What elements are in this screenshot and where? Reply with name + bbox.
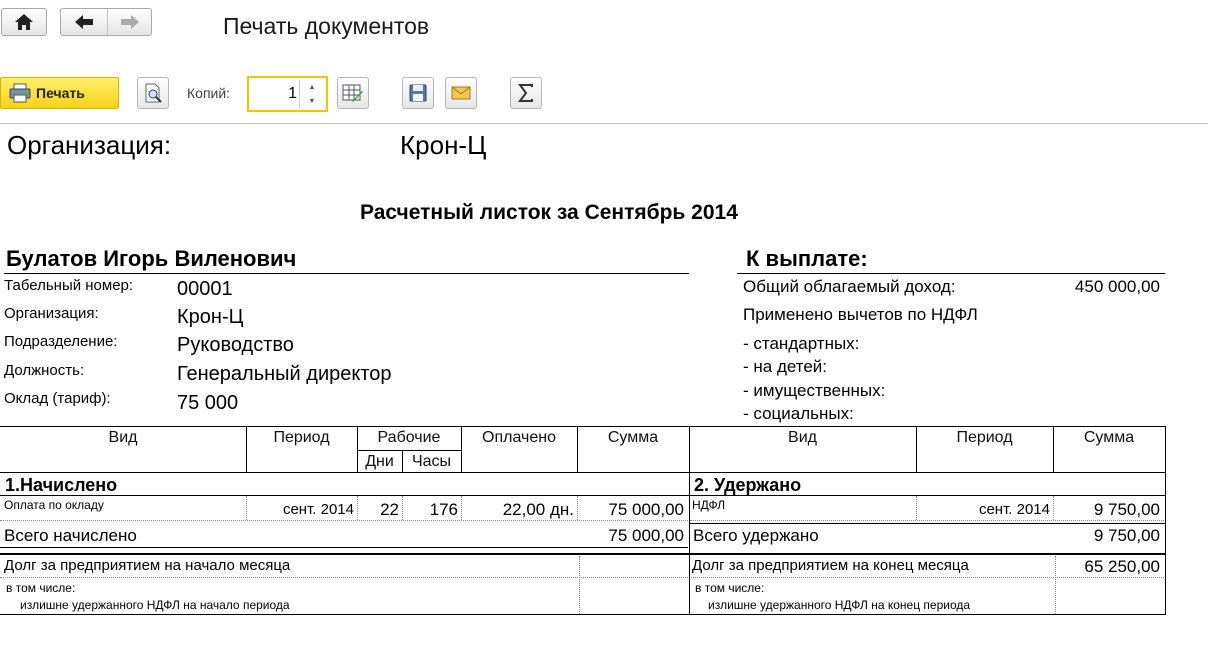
total-accrued-value: 75 000,00 — [608, 526, 684, 545]
spin-down-icon[interactable]: ▼ — [308, 97, 316, 105]
total-accrued-label: Всего начислено — [4, 526, 137, 545]
arrow-right-icon — [120, 14, 140, 30]
print-button-label: Печать — [36, 85, 85, 101]
col-header-sum-right: Сумма — [1083, 429, 1135, 446]
accrued-row-period: сент. 2014 — [282, 501, 354, 518]
accrued-row-kind: Оплата по окладу — [4, 498, 104, 512]
send-email-button[interactable] — [445, 77, 477, 109]
col-header-days: Дни — [365, 453, 394, 470]
save-button[interactable] — [402, 77, 434, 109]
copies-input[interactable] — [251, 81, 297, 107]
window-title: Печать документов — [223, 13, 430, 39]
edit-table-button[interactable] — [337, 77, 369, 109]
debt-end-label: Долг за предприятием на конец месяца — [692, 557, 969, 574]
print-button[interactable] — [0, 77, 119, 109]
payout-heading: К выплате: — [746, 246, 868, 271]
deduction-item: - имущественных: — [743, 381, 886, 400]
org-label: Организация: — [7, 130, 172, 160]
name-underline — [4, 273, 689, 274]
withheld-row-sum: 9 750,00 — [1093, 500, 1160, 519]
field-value: 75 000 — [177, 392, 239, 414]
field-label: Организация: — [4, 305, 99, 322]
deduction-item: - на детей: — [743, 357, 828, 376]
payout-underline — [737, 273, 1165, 274]
debt-end-value: 65 250,00 — [1084, 557, 1160, 576]
col-header-period-right: Период — [956, 429, 1013, 446]
deduction-item: - стандартных: — [743, 334, 860, 353]
deduction-item: - социальных: — [743, 404, 854, 423]
field-value: 00001 — [177, 278, 233, 300]
col-header-work: Рабочие — [377, 429, 441, 446]
accrued-section: 1.Начислено — [5, 475, 118, 495]
col-header-hours: Часы — [411, 453, 452, 470]
deductions-label: Применено вычетов по НДФЛ — [743, 305, 978, 324]
field-label: Подразделение: — [4, 333, 118, 350]
debt-start-label: Долг за предприятием на начало месяца — [4, 557, 291, 574]
field-value: Крон-Ц — [177, 306, 244, 328]
home-button[interactable] — [1, 8, 47, 36]
sum-button[interactable] — [510, 77, 542, 109]
home-icon — [14, 13, 34, 31]
field-label: Должность: — [4, 362, 85, 379]
toolbar-separator — [0, 123, 1208, 124]
col-header-kind-right: Вид — [788, 429, 817, 446]
org-value: Крон-Ц — [400, 130, 487, 160]
income-label: Общий облагаемый доход: — [743, 277, 956, 296]
withheld-section: 2. Удержано — [694, 475, 802, 495]
spreadsheet-icon — [342, 83, 364, 103]
excess-end-label: излишне удержанного НДФЛ на конец периода — [708, 598, 971, 612]
field-value: Генеральный директор — [177, 363, 392, 385]
preview-icon — [143, 83, 163, 103]
incl-label-left: в том числе: — [6, 581, 76, 595]
col-header-sum: Сумма — [607, 429, 659, 446]
sigma-icon — [517, 84, 535, 102]
document-heading: Расчетный листок за Сентябрь 2014 — [360, 201, 738, 224]
copies-label: Копий: — [187, 85, 231, 101]
incl-label-right: в том числе: — [695, 581, 765, 595]
copies-spinner[interactable] — [299, 80, 324, 108]
withheld-row-kind: НДФЛ — [692, 498, 726, 512]
envelope-icon — [451, 85, 471, 101]
accrued-row-days: 22 — [380, 500, 399, 519]
field-label: Оклад (тариф): — [4, 390, 111, 407]
col-header-kind: Вид — [108, 429, 138, 446]
spin-up-icon[interactable]: ▲ — [308, 83, 316, 91]
excess-start-label: излишне удержанного НДФЛ на начало периода — [20, 598, 290, 612]
employee-name: Булатов Игорь Виленович — [6, 246, 297, 271]
field-label: Табельный номер: — [4, 277, 134, 294]
total-withheld-value: 9 750,00 — [1093, 526, 1160, 545]
printer-icon — [9, 83, 31, 103]
arrow-left-icon — [74, 14, 94, 30]
back-forward-group — [60, 8, 152, 36]
field-value: Руководство — [177, 334, 294, 356]
forward-button[interactable] — [107, 9, 153, 35]
save-icon — [409, 84, 427, 102]
total-withheld-label: Всего удержано — [693, 526, 819, 545]
accrued-row-hours: 176 — [429, 500, 458, 519]
copies-field — [247, 76, 328, 112]
income-value: 450 000,00 — [1074, 277, 1160, 296]
withheld-row-period: сент. 2014 — [978, 501, 1050, 518]
back-button[interactable] — [61, 9, 108, 35]
col-header-period: Период — [273, 429, 330, 446]
accrued-row-sum: 75 000,00 — [608, 500, 684, 519]
col-header-paid: Оплачено — [482, 429, 556, 446]
preview-button[interactable] — [137, 77, 169, 109]
accrued-row-paid: 22,00 дн. — [502, 500, 574, 519]
